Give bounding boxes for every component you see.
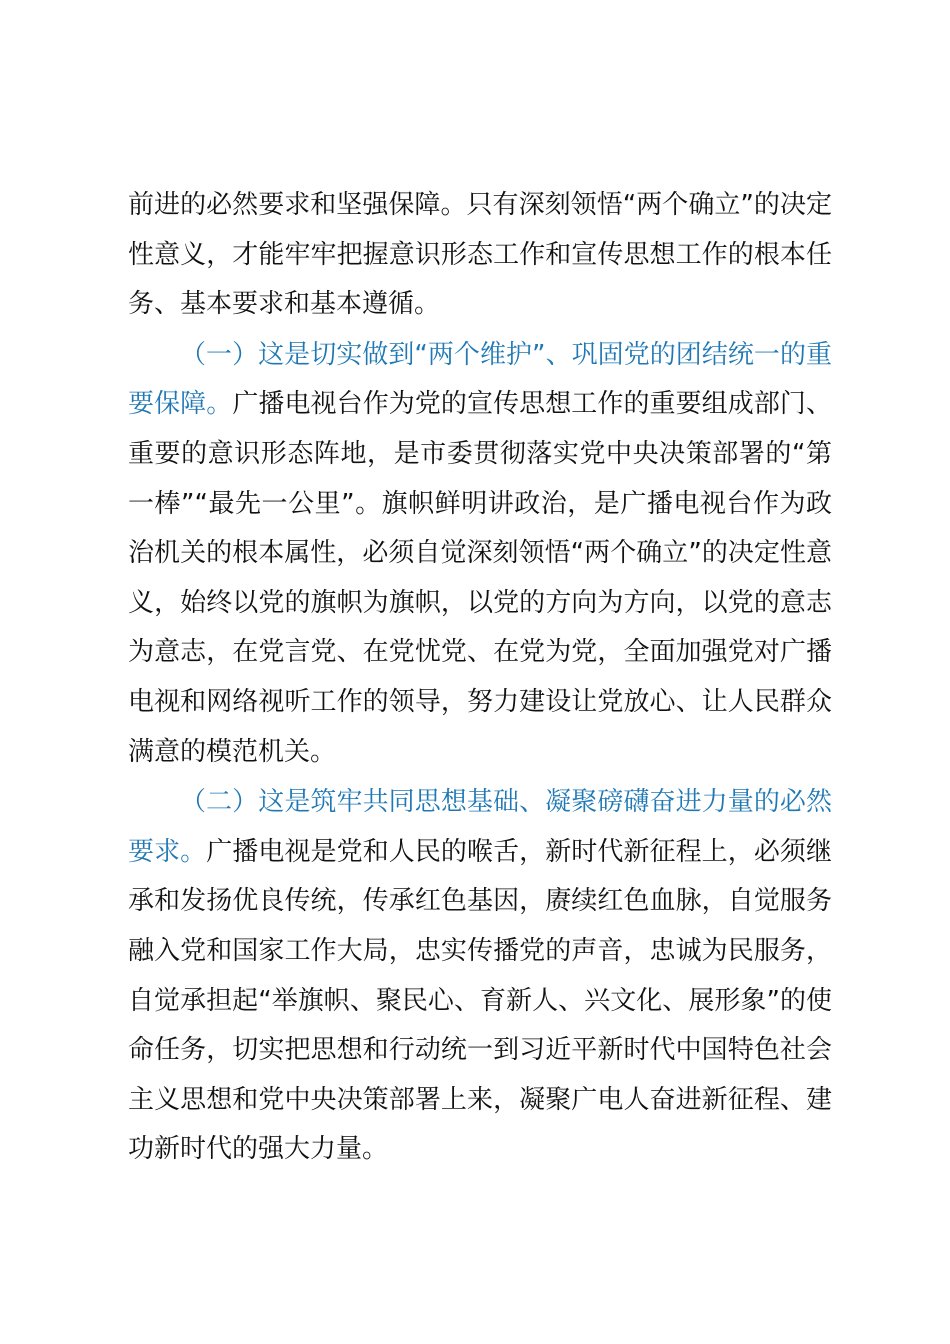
paragraph-continuation xyxy=(128,181,832,330)
paragraph-section-1 xyxy=(128,331,832,777)
section-heading-1: （一）这是切实做到“两个维护”、巩固党的团结统一的重要保障。 xyxy=(128,339,832,420)
paragraph-text: 前进的必然要求和坚强保障。只有深刻领悟“两个确立”的决定性意义，才能牢牢把握意识形态工作和宣传思想工作的根本任务、基本要求和基本遵循。 xyxy=(128,190,832,320)
document-body xyxy=(128,181,832,1175)
paragraph-section-2 xyxy=(128,778,832,1175)
paragraph-text: 广播电视台作为党的宣传思想工作的重要组成部门、重要的意识形态阵地，是市委贯彻落实党中央决策部署的“第一棒”“最先一公里”。旗帜鲜明讲政治，是广播电视台作为政治机关的根本属性，必须自觉深刻领悟“两个确立”的决定性意义，始终以党的旗帜为旗帜，以党的方向为方向，以党的意志为意志，在党言党、在党忧党、在党为党，全面加强党对广播电视和网络视听工作的领导，努力建设让党放心、让人民群众满意的模范机关。 xyxy=(128,389,832,767)
paragraph-text: 广播电视是党和人民的喉舌，新时代新征程上，必须继承和发扬优良传统，传承红色基因，赓续红色血脉，自觉服务融入党和国家工作大局，忠实传播党的声音，忠诚为民服务，自觉承担起“举旗帜、聚民心、育新人、兴文化、展形象”的使命任务，切实把思想和行动统一到习近平新时代中国特色社会主义思想和党中央决策部署上来，凝聚广电人奋进新征程、建功新时代的强大力量。 xyxy=(128,836,832,1165)
section-heading-2: （二）这是筑牢共同思想基础、凝聚磅礴奋进力量的必然要求。 xyxy=(128,787,832,867)
